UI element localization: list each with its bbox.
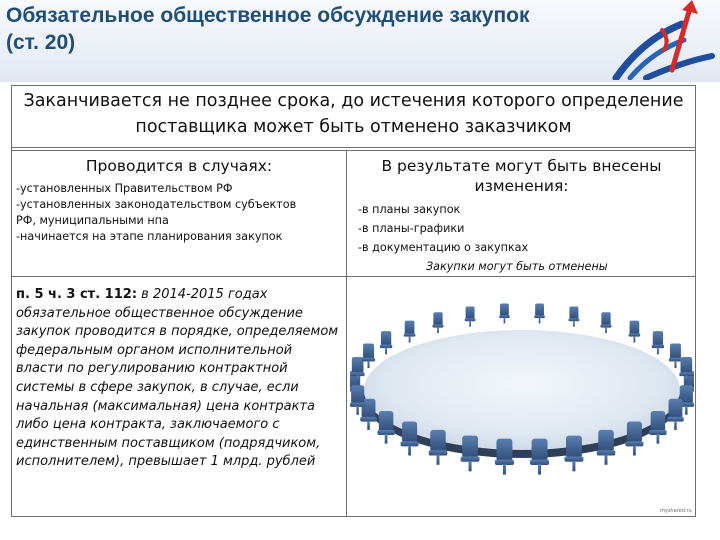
- chair-icon: [530, 439, 549, 475]
- changes-heading-line-1: В результате могут быть внесены: [381, 157, 662, 175]
- list-item: -установленных Правительством РФ: [16, 182, 233, 195]
- divider-top: [11, 147, 696, 148]
- cases-heading: Проводится в случаях:: [85, 157, 273, 175]
- slide-title: [6, 2, 606, 56]
- chair-icon: [495, 439, 514, 475]
- round-table-illustration-icon: [350, 280, 694, 516]
- headline-line-1: Заканчивается не позднее срока, до истечения которого определение: [23, 91, 684, 111]
- title-line-2: (ст. 20): [6, 31, 76, 54]
- law-reference-block: [16, 286, 340, 472]
- chair-icon: [652, 331, 664, 354]
- chair-icon: [669, 343, 682, 368]
- chair-icon: [461, 436, 480, 472]
- cancel-note: Закупки могут быть отменены: [426, 260, 608, 273]
- list-item: -в документацию о закупках: [358, 241, 529, 254]
- chair-icon: [534, 304, 545, 324]
- chair-icon: [649, 411, 666, 444]
- chair-icon: [667, 399, 684, 430]
- chair-icon: [377, 411, 394, 444]
- headline: [12, 88, 695, 140]
- divider-top-double: [11, 150, 696, 151]
- chair-icon: [465, 306, 476, 326]
- list-item: РФ, муниципальными нпа: [16, 214, 169, 227]
- list-item: -начинается на этапе планирования закупок: [16, 230, 283, 243]
- list-item: -в планы-графики: [358, 222, 465, 235]
- changes-list: [358, 200, 688, 257]
- chair-icon: [569, 306, 580, 326]
- chair-icon: [629, 321, 641, 343]
- chair-icon: [380, 331, 392, 354]
- changes-heading-line-2: изменения:: [474, 177, 569, 195]
- chair-icon: [499, 304, 510, 324]
- growth-arrows-logo-icon: [612, 0, 718, 80]
- chair-icon: [401, 422, 419, 456]
- chair-icon: [404, 321, 416, 343]
- cases-list: [16, 181, 344, 245]
- list-item: -в планы закупок: [358, 203, 461, 216]
- law-text: в 2014-2015 годах обязательное общественное обсуждение закупок проводится в порядке, определяемом федеральным органом исполнительной власти по регулированию контрактной системы в сфере закупок, в случае, если начальная (максимальная) цена контракта либо цена контракта, заключаемого с единственным поставщиком (подрядчиком, исполнителем), превышает 1 млрд. рублей: [16, 287, 339, 470]
- divider-lower-middle: [346, 276, 347, 516]
- chair-icon: [429, 430, 448, 465]
- changes-heading: [347, 156, 696, 196]
- law-ref: п. 5 ч. 3 ст. 112:: [16, 287, 138, 302]
- chair-icon: [564, 436, 583, 472]
- headline-line-2: поставщика может быть отменено заказчиком: [135, 117, 572, 137]
- chair-icon: [625, 422, 643, 456]
- chair-icon: [432, 312, 443, 333]
- list-item: -установленных законодательством субъектов: [16, 198, 297, 211]
- chair-icon: [600, 312, 611, 333]
- divider-bottom: [11, 276, 696, 277]
- title-line-1: Обязательное общественное обсуждение закупок: [6, 4, 530, 27]
- chair-icon: [597, 430, 616, 465]
- chair-icon: [362, 343, 375, 368]
- picture-credit: myshared.ru: [660, 508, 692, 514]
